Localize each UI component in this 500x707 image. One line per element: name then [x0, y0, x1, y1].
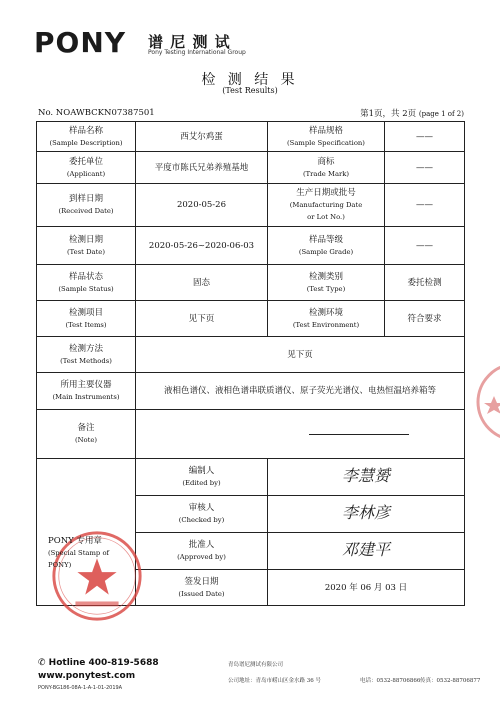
title-cn: 检 测 结 果 [201, 72, 299, 88]
note-blank-line [309, 434, 409, 435]
value-received-date: 2020-05-26 [136, 184, 268, 227]
value-test-type: 委托检测 [385, 265, 465, 301]
pony-logo: PONY [34, 26, 127, 59]
value-instruments: 液相色谱仪、液相色谱串联质谱仪、原子荧光光谱仪、电热恒温培养箱等 [136, 373, 465, 410]
stamp-label: PONY 专用章 (Special Stamp of PONY) [48, 536, 110, 569]
table-row [37, 301, 465, 337]
company-name-cn: 谱 尼 测 试 [148, 33, 231, 51]
footer-company: 青岛谱尼测试有限公司 [228, 662, 284, 668]
label-test-env: 检测环境 (Test Environment) [268, 301, 385, 337]
label-edited-by: 编制人 (Edited by) [136, 459, 268, 496]
label-approved-by: 批准人 (Approved by) [136, 533, 268, 570]
value-test-methods: 见下页 [136, 337, 465, 373]
page-indicator: 第1页，共 2页 (page 1 of 2) [360, 109, 464, 119]
label-checked-by: 审核人 (Checked by) [136, 496, 268, 533]
table-row [37, 459, 465, 496]
value-sample-grade: —— [385, 227, 465, 265]
signature-approved: 邓建平 [268, 533, 465, 570]
table-row [37, 265, 465, 301]
label-sample-status: 样品状态 (Sample Status) [37, 265, 136, 301]
label-test-type: 检测类别 (Test Type) [268, 265, 385, 301]
value-sample-spec: —— [385, 122, 465, 152]
company-name-en: Pony Testing International Group [148, 49, 246, 56]
label-sample-desc: 样品名称 (Sample Description) [37, 122, 136, 152]
table-row [37, 373, 465, 410]
label-issued-date: 签发日期 (Issued Date) [136, 570, 268, 606]
table-row [37, 410, 465, 459]
value-sample-status: 固态 [136, 265, 268, 301]
value-test-date: 2020-05-26~2020-06-03 [136, 227, 268, 265]
table-row [37, 337, 465, 373]
table-row [37, 227, 465, 265]
label-received-date: 到样日期 (Received Date) [37, 184, 136, 227]
value-trade-mark: —— [385, 152, 465, 184]
label-instruments: 所用主要仪器 (Main Instruments) [37, 373, 136, 410]
value-manufacturing: —— [385, 184, 465, 227]
label-test-methods: 检测方法 (Test Methods) [37, 337, 136, 373]
value-test-env: 符合要求 [385, 301, 465, 337]
label-note: 备注 (Note) [37, 410, 136, 459]
side-seal [476, 352, 500, 452]
label-sample-spec: 样品规格 (Sample Specification) [268, 122, 385, 152]
label-sample-grade: 样品等级 (Sample Grade) [268, 227, 385, 265]
value-note [136, 410, 465, 459]
label-manufacturing: 生产日期或批号 (Manufacturing Date or Lot No.) [268, 184, 385, 227]
label-trade-mark: 商标 (Trade Mark) [268, 152, 385, 184]
table-row [37, 122, 465, 152]
footer-tel: 电话：0532-88706866 [360, 678, 421, 684]
value-applicant: 平度市陈氏兄弟养殖基地 [136, 152, 268, 184]
signature-edited: 李慧赟 [268, 459, 465, 496]
document-code: PONY-BG186-08A-1-A-1-01-2019A [38, 685, 123, 691]
label-test-date: 检测日期 (Test Date) [37, 227, 136, 265]
footer-fax: 传真：0532-88706877 [420, 678, 481, 684]
report-number: No. NOAWBCKN07387501 [38, 108, 155, 118]
table-row [37, 152, 465, 184]
table-row [37, 184, 465, 227]
value-sample-desc: 西艾尔鸡蛋 [136, 122, 268, 152]
value-test-items: 见下页 [136, 301, 268, 337]
hotline: ✆ Hotline 400-819-5688 [38, 658, 159, 668]
footer-address: 公司地址：青岛市崂山区金水路 36 号 [228, 678, 321, 684]
label-test-items: 检测项目 (Test Items) [37, 301, 136, 337]
website-link[interactable]: www.ponytest.com [38, 671, 136, 681]
signature-checked: 李林彦 [268, 496, 465, 533]
title-en: (Test Results) [222, 86, 278, 95]
value-issued-date: 2020 年 06 月 03 日 [268, 570, 465, 606]
label-applicant: 委托单位 (Applicant) [37, 152, 136, 184]
